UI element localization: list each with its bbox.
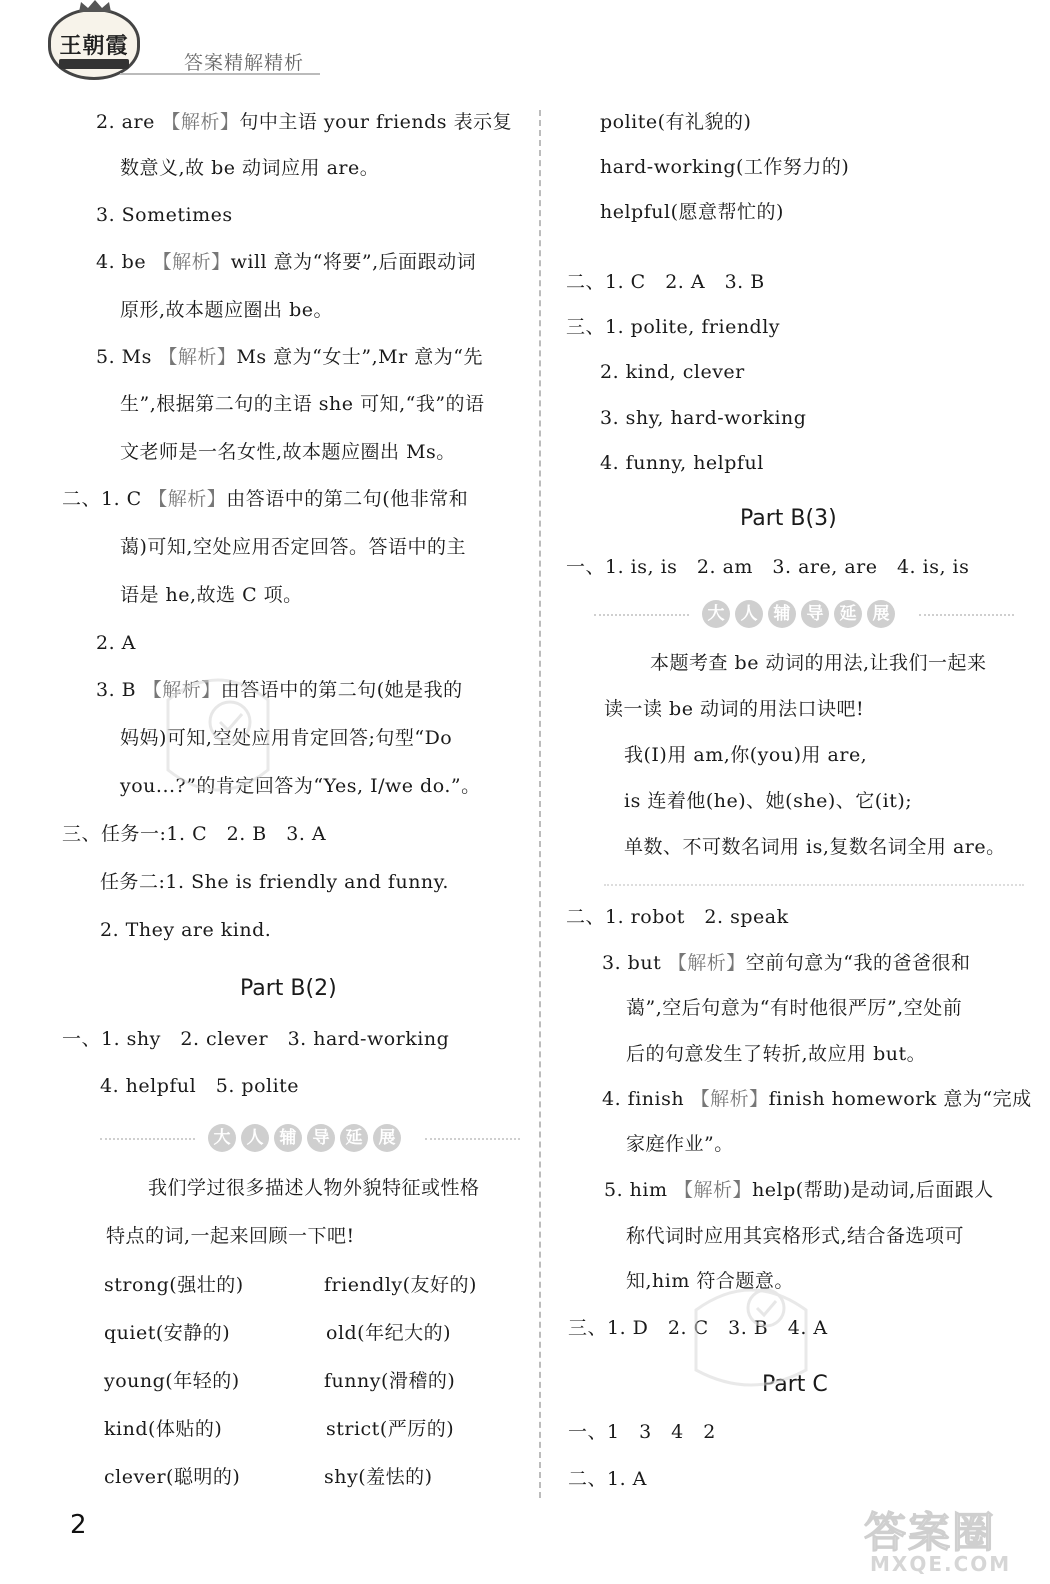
tip-line: 特点的词,一起来回顾一下吧! — [106, 1225, 355, 1247]
answer-line: 5. Ms 【解析】Ms 意为“女士”,Mr 意为“先 — [96, 346, 483, 368]
answer-line: 任务二:1. She is friendly and funny. — [100, 871, 449, 893]
answer-line: 4. helpful 5. polite — [100, 1075, 300, 1097]
page-header — [0, 0, 1050, 90]
answer-line: 3. shy, hard-working — [600, 407, 807, 429]
answer-line: 2. They are kind. — [100, 919, 272, 941]
answer-line: 4. be 【解析】will 意为“将要”,后面跟动词 — [96, 251, 477, 273]
vocab-item: clever(聪明的) — [104, 1466, 241, 1488]
watermark-url: MXQE.COM — [870, 1552, 1012, 1576]
answer-line: 后的句意发生了转折,故应用 but。 — [626, 1043, 927, 1065]
answer-line: 一、1. shy 2. clever 3. hard-working — [62, 1028, 450, 1050]
answer-line: 一、1 3 4 2 — [568, 1421, 716, 1443]
answer-line: 三、1. polite, friendly — [566, 316, 781, 338]
answer-line: 3. B 【解析】由答语中的第二句(她是我的 — [96, 679, 463, 701]
vocab-item: shy(羞怯的) — [324, 1466, 433, 1488]
banner-title: 大 人 辅 导 延 展 — [208, 1124, 412, 1154]
answer-line: 文老师是一名女性,故本题应圈出 Ms。 — [120, 441, 456, 463]
vocab-item: polite(有礼貌的) — [600, 111, 752, 133]
section-rule — [604, 884, 1024, 886]
column-divider — [539, 110, 541, 1498]
site-watermark — [864, 1500, 1034, 1576]
page-number: 2 — [70, 1510, 87, 1540]
checkmark-stamp-icon — [676, 1270, 826, 1400]
answer-line: 数意义,故 be 动词应用 are。 — [120, 157, 380, 179]
answer-line: 蔼)可知,空处应用否定回答。答语中的主 — [120, 536, 466, 558]
answer-line: 妈妈)可知,空处应用肯定回答;句型“Do — [120, 727, 453, 749]
tip-line: 我们学过很多描述人物外貌特征或性格 — [148, 1177, 480, 1199]
answer-line: 语是 he,故选 C 项。 — [120, 584, 303, 606]
answer-line: 知,him 符合题意。 — [626, 1270, 794, 1292]
answer-line: 3. but 【解析】空前句意为“我的爸爸很和 — [602, 952, 971, 974]
brand-logo — [48, 8, 140, 80]
vocab-item: funny(滑稽的) — [324, 1370, 456, 1392]
tip-line: 单数、不可数名词用 is,复数名词全用 are。 — [624, 836, 1006, 858]
answer-line: 一、1. is, is 2. am 3. are, are 4. is, is — [566, 556, 970, 578]
tip-line: 读一读 be 动词的用法口诀吧! — [604, 698, 865, 720]
vocab-item: strict(严厉的) — [326, 1418, 455, 1440]
header-title: 答案精解精析 — [184, 52, 305, 74]
tutor-extension-banner — [100, 1124, 520, 1154]
tip-line: 我(I)用 am,你(you)用 are, — [624, 744, 868, 766]
answer-line: 2. kind, clever — [600, 361, 745, 383]
answer-line: 3. Sometimes — [96, 204, 233, 226]
vocab-item: young(年轻的) — [104, 1370, 240, 1392]
vocab-item: quiet(安静的) — [104, 1322, 231, 1344]
answer-line: 二、1. robot 2. speak — [566, 906, 789, 928]
answer-line: 原形,故本题应圈出 be。 — [120, 299, 333, 321]
logo-text: 王朝霞 — [59, 33, 129, 59]
answer-line: 二、1. A — [568, 1468, 647, 1490]
answer-line: 家庭作业”。 — [626, 1133, 734, 1155]
answer-line: 生”,根据第二句的主语 she 可知,“我”的语 — [120, 393, 485, 415]
logo-ribbon — [59, 59, 129, 69]
checkmark-stamp-icon — [148, 660, 288, 810]
tip-line: 本题考查 be 动词的用法,让我们一起来 — [650, 652, 987, 674]
banner-rule-left — [594, 614, 689, 616]
vocab-item: helpful(愿意帮忙的) — [600, 201, 784, 223]
vocab-item: old(年纪大的) — [326, 1322, 452, 1344]
section-heading: Part B(3) — [740, 506, 837, 531]
watermark-logo-text: 答案圈 — [864, 1508, 997, 1557]
answer-line: you...?”的肯定回答为“Yes, I/we do.”。 — [120, 775, 481, 797]
answer-line: 2. are 【解析】句中主语 your friends 表示复 — [96, 111, 513, 133]
tip-line: is 连着他(he)、她(she)、它(it); — [624, 790, 913, 812]
answer-line: 称代词时应用其宾格形式,结合备选项可 — [626, 1225, 965, 1247]
vocab-item: kind(体贴的) — [104, 1418, 223, 1440]
answer-line: 三、任务一:1. C 2. B 3. A — [62, 823, 327, 845]
section-heading: Part C — [762, 1372, 828, 1397]
vocab-item: strong(强壮的) — [104, 1274, 244, 1296]
answer-line: 2. A — [96, 632, 136, 654]
vocab-item: friendly(友好的) — [324, 1274, 477, 1296]
answer-line: 4. finish 【解析】finish homework 意为“完成 — [602, 1088, 1032, 1110]
banner-rule-right — [425, 1138, 520, 1140]
answer-line: 三、1. D 2. C 3. B 4. A — [568, 1317, 828, 1339]
answer-line: 二、1. C 2. A 3. B — [566, 271, 765, 293]
tutor-extension-banner — [594, 600, 1014, 630]
answer-line: 5. him 【解析】help(帮助)是动词,后面跟人 — [604, 1179, 994, 1201]
section-heading: Part B(2) — [240, 976, 337, 1001]
vocab-item: hard-working(工作努力的) — [600, 156, 850, 178]
banner-rule-right — [919, 614, 1014, 616]
banner-rule-left — [100, 1138, 195, 1140]
answer-line: 二、1. C 【解析】由答语中的第二句(他非常和 — [62, 488, 469, 510]
answer-line: 4. funny, helpful — [600, 452, 764, 474]
banner-title: 大 人 辅 导 延 展 — [702, 600, 906, 630]
answer-line: 蔼”,空后句意为“有时他很严厉”,空处前 — [626, 997, 963, 1019]
crown-icon — [77, 0, 113, 13]
